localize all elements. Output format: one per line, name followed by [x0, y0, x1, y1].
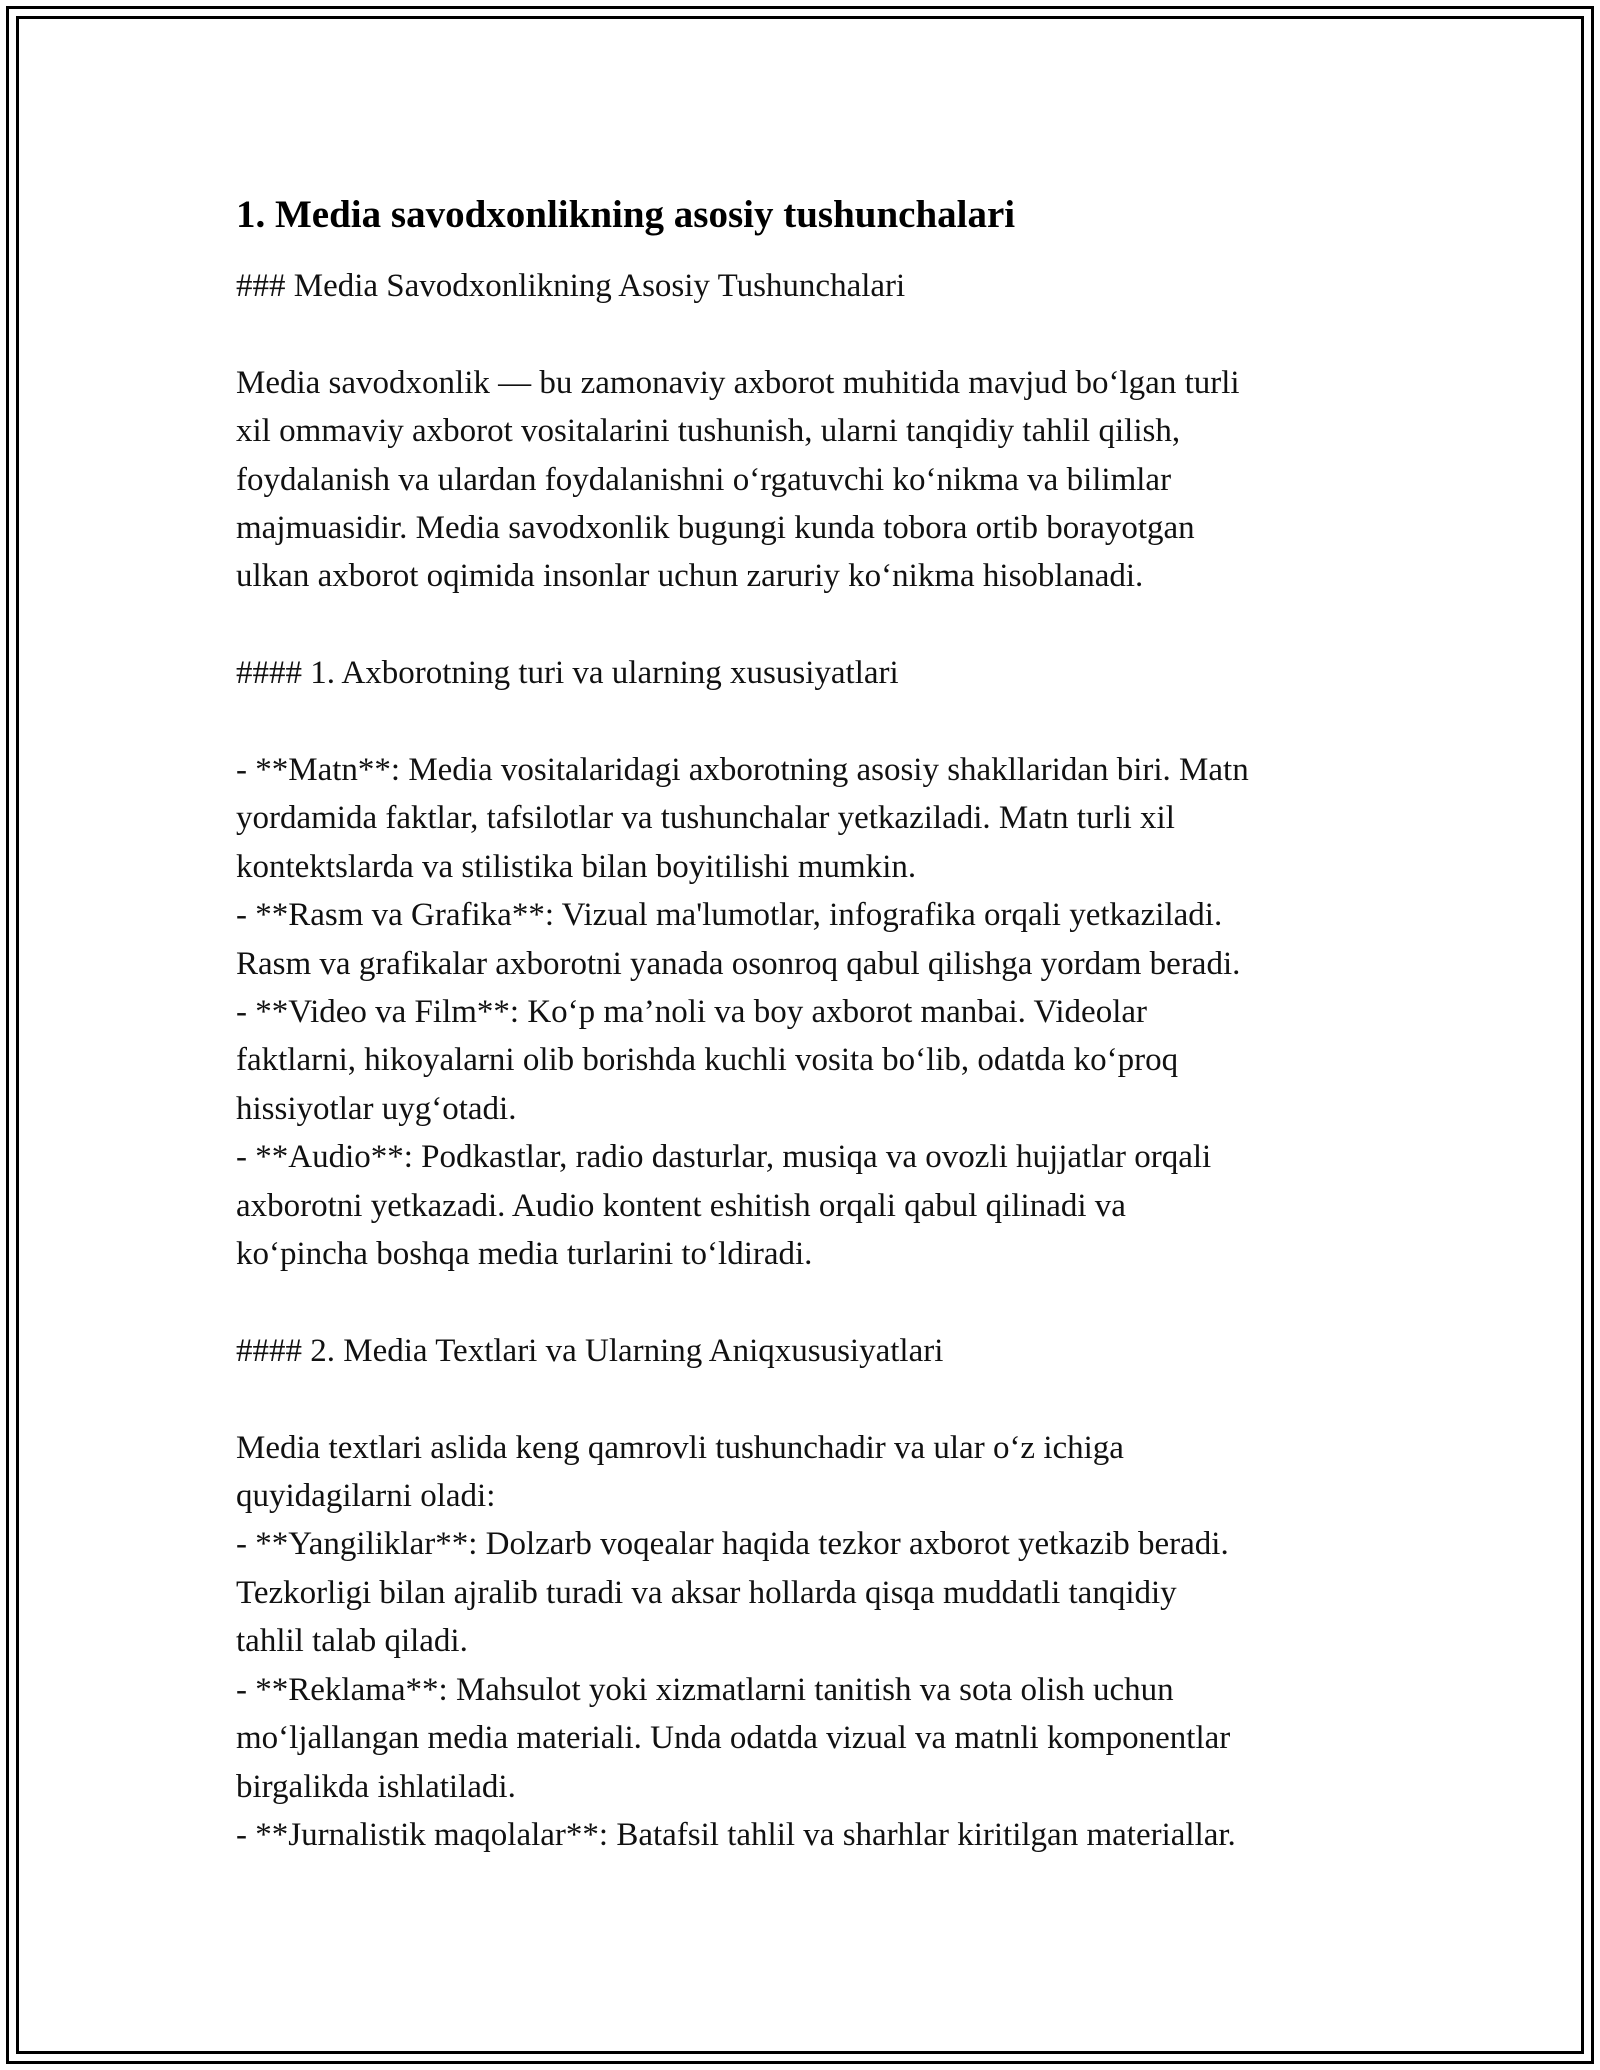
intro-paragraph: Media savodxonlik — bu zamonaviy axborot muhitida mavjud bo‘lgan turli xil ommaviy axborot vositalarini tushunish, ularni tanqidiy tahlil qilish, foydalanish va ulardan foydalanishni o‘rgatuvchi ko‘nikma va bilimlar majmuasidir. Media savodxonlik bugungi kunda tobora ortib borayotgan ulkan axborot oqimida insonlar uchun zaruriy ko‘nikma hisoblanadi. [236, 364, 1240, 595]
section-2-heading: #### 2. Media Textlari va Ularning Aniqxususiyatlari [236, 1332, 944, 1369]
list-item-yangiliklar: - **Yangiliklar**: Dolzarb voqealar haqida tezkor axborot yetkazib beradi. Tezkorligi bilan ajralib turadi va aksar hollarda qisqa muddatli tanqidiy tahlil talab qiladi. [236, 1526, 1229, 1660]
section-2-intro: Media textlari aslida keng qamrovli tushunchadir va ular o‘z ichiga quyidagilarni oladi: [236, 1429, 1124, 1515]
document-title: 1. Media savodxonlikning asosiy tushunchalari [236, 193, 1016, 236]
list-item-video-film: - **Video va Film**: Ko‘p ma’noli va boy axborot manbai. Videolar faktlarni, hikoyalarni olib borishda kuchli vosita bo‘lib, odatda ko‘proq hissiyotlar uyg‘otadi. [236, 994, 1179, 1127]
document-body [236, 190, 1386, 1859]
section-1-heading: #### 1. Axborotning turi va ularning xususiyatlari [236, 655, 899, 692]
list-item-reklama: - **Reklama**: Mahsulot yoki xizmatlarni tanitish va sota olish uchun mo‘ljallangan media materiali. Unda odatda vizual va matnli komponentlar birgalikda ishlatiladi. [236, 1671, 1231, 1805]
list-item-audio: - **Audio**: Podkastlar, radio dasturlar, musiqa va ovozli hujjatlar orqali axborotni yetkazadi. Audio kontent eshitish orqali qabul qilinadi va ko‘pincha boshqa media turlarini to‘ldiradi. [236, 1139, 1212, 1273]
spacer [236, 601, 1386, 649]
list-item-jurnalistik-maqolalar: - **Jurnalistik maqolalar**: Batafsil tahlil va sharhlar kiritilgan materiallar. [236, 1816, 1236, 1853]
spacer [236, 310, 1386, 358]
spacer [236, 1278, 1386, 1326]
spacer [236, 1375, 1386, 1423]
list-item-rasm-grafika: - **Rasm va Grafika**: Vizual ma'lumotlar, infografika orqali yetkaziladi. Rasm va grafikalar axborotni yanada osonroq qabul qilishga yordam beradi. [236, 897, 1241, 982]
spacer [236, 698, 1386, 746]
list-item-matn: - **Matn**: Media vositalaridagi axborotning asosiy shakllaridan biri. Matn yordamida faktlar, tafsilotlar va tushunchalar yetkaziladi. Matn turli xil kontektslarda va stilistika bilan boyitilishi mumkin. [236, 752, 1249, 885]
subheading: ### Media Savodxonlikning Asosiy Tushunchalari [236, 268, 906, 304]
